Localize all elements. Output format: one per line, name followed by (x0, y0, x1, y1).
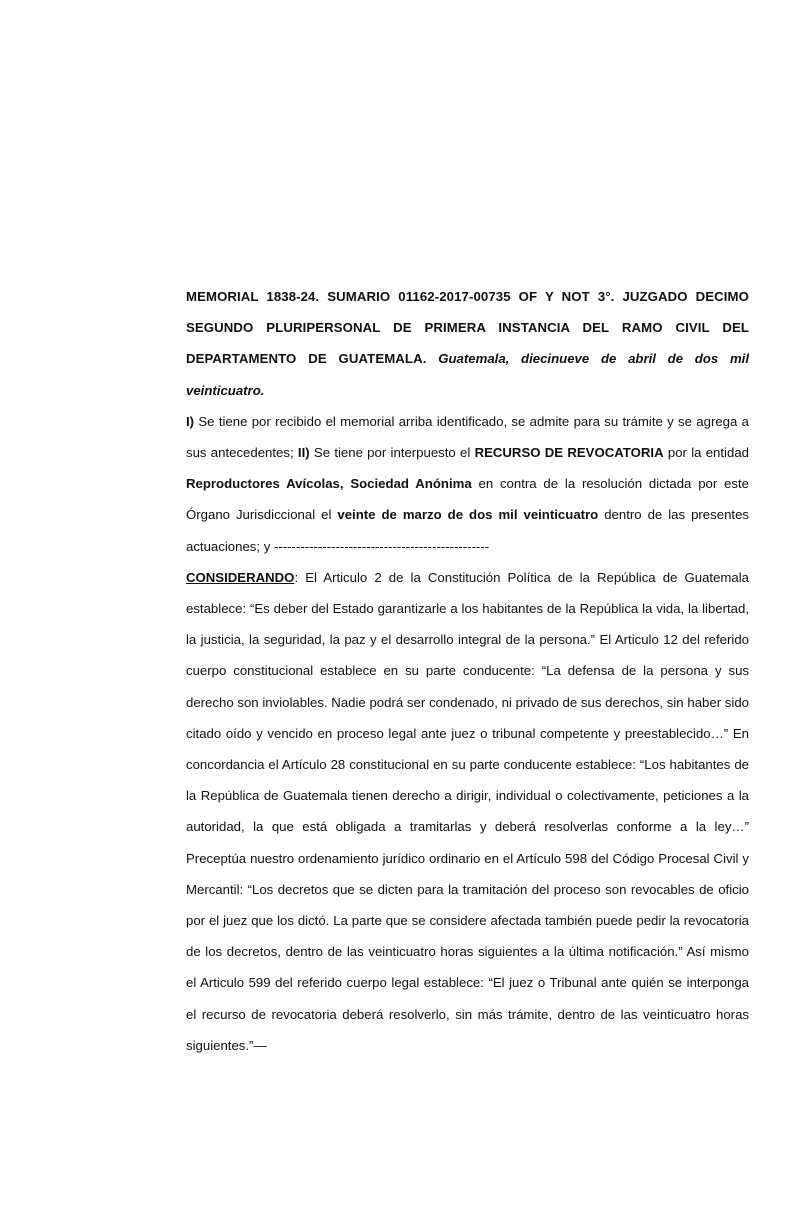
numeral-two: II) (297, 445, 310, 461)
document-body (186, 281, 749, 1061)
resolution-text-1: Se tiene por recibido el memorial arriba identificado, se admite para su trámite y se agrega a sus antecedentes; (186, 413, 749, 461)
resolution-text-2: Se tiene por interpuesto el (309, 445, 475, 461)
resolution-date: veinte de marzo de dos mil veinticuatro (337, 507, 599, 523)
resolution-text-5: dentro de las presentes actuaciones; y ------------------------------------------------- (186, 507, 749, 554)
case-caption: MEMORIAL 1838-24. SUMARIO 01162-2017-00735 OF Y NOT 3°. JUZGADO DECIMO SEGUNDO PLURIPERSONAL DE PRIMERA INSTANCIA DEL RAMO CIVIL DEL DEPARTAMENTO DE GUATEMALA. (186, 289, 749, 367)
resolution-paragraph (186, 406, 749, 562)
considerando-paragraph (186, 562, 749, 1061)
entity-name: Reproductores Avícolas, Sociedad Anónima (186, 476, 472, 492)
resolution-text-3: por la entidad (663, 445, 749, 461)
considerando-label: CONSIDERANDO (186, 569, 295, 585)
resolution-date-line: Guatemala, diecinueve de abril de dos mil veinticuatro. (186, 351, 749, 398)
resolution-header (186, 281, 749, 406)
numeral-one: I) (186, 413, 195, 429)
resolution-text-4: en contra de la resolución dictada por este Órgano Jurisdiccional el (186, 476, 749, 523)
considerando-body: : El Articulo 2 de la Constitución Política de la República de Guatemala establece: “Es deber del Estado garantizarle a los habitantes de la República la vida, la libertad, la justicia, la seguridad, la paz y el desarrollo integral de la persona.” El Articulo 12 del referido cuerpo constitucional establece en su parte conducente: “La defensa de la persona y sus derecho son inviolables. Nadie podrá ser condenado, ni privado de sus derechos, sin haber sido citado oído y vencido en proceso legal ante juez o tribunal competente y preestablecido…” En concordancia el Artículo 28 constitucional en su parte conducente establece: “Los habitantes de la República de Guatemala tienen derecho a dirigir, individual o colectivamente, peticiones a la autoridad, la que está obligada a tramitarlas y deberá resolverlas conforme a la ley…” Preceptúa nuestro ordenamiento jurídico ordinario en el Artículo 598 del Código Procesal Civil y Mercantil: “Los decretos que se dicten para la tramitación del proceso son revocables de oficio por el juez que los dictó. La parte que se considere afectada también puede pedir la revocatoria de los decretos, dentro de las veinticuatro horas siguientes a la última notificación.” Así mismo el Articulo 599 del referido cuerpo legal establece: “El juez o Tribunal ante quién se interponga el recurso de revocatoria deberá resolverlo, sin más trámite, dentro de las veinticuatro horas siguientes.”— (186, 569, 749, 1053)
recurso-title: RECURSO DE REVOCATORIA (474, 445, 664, 461)
